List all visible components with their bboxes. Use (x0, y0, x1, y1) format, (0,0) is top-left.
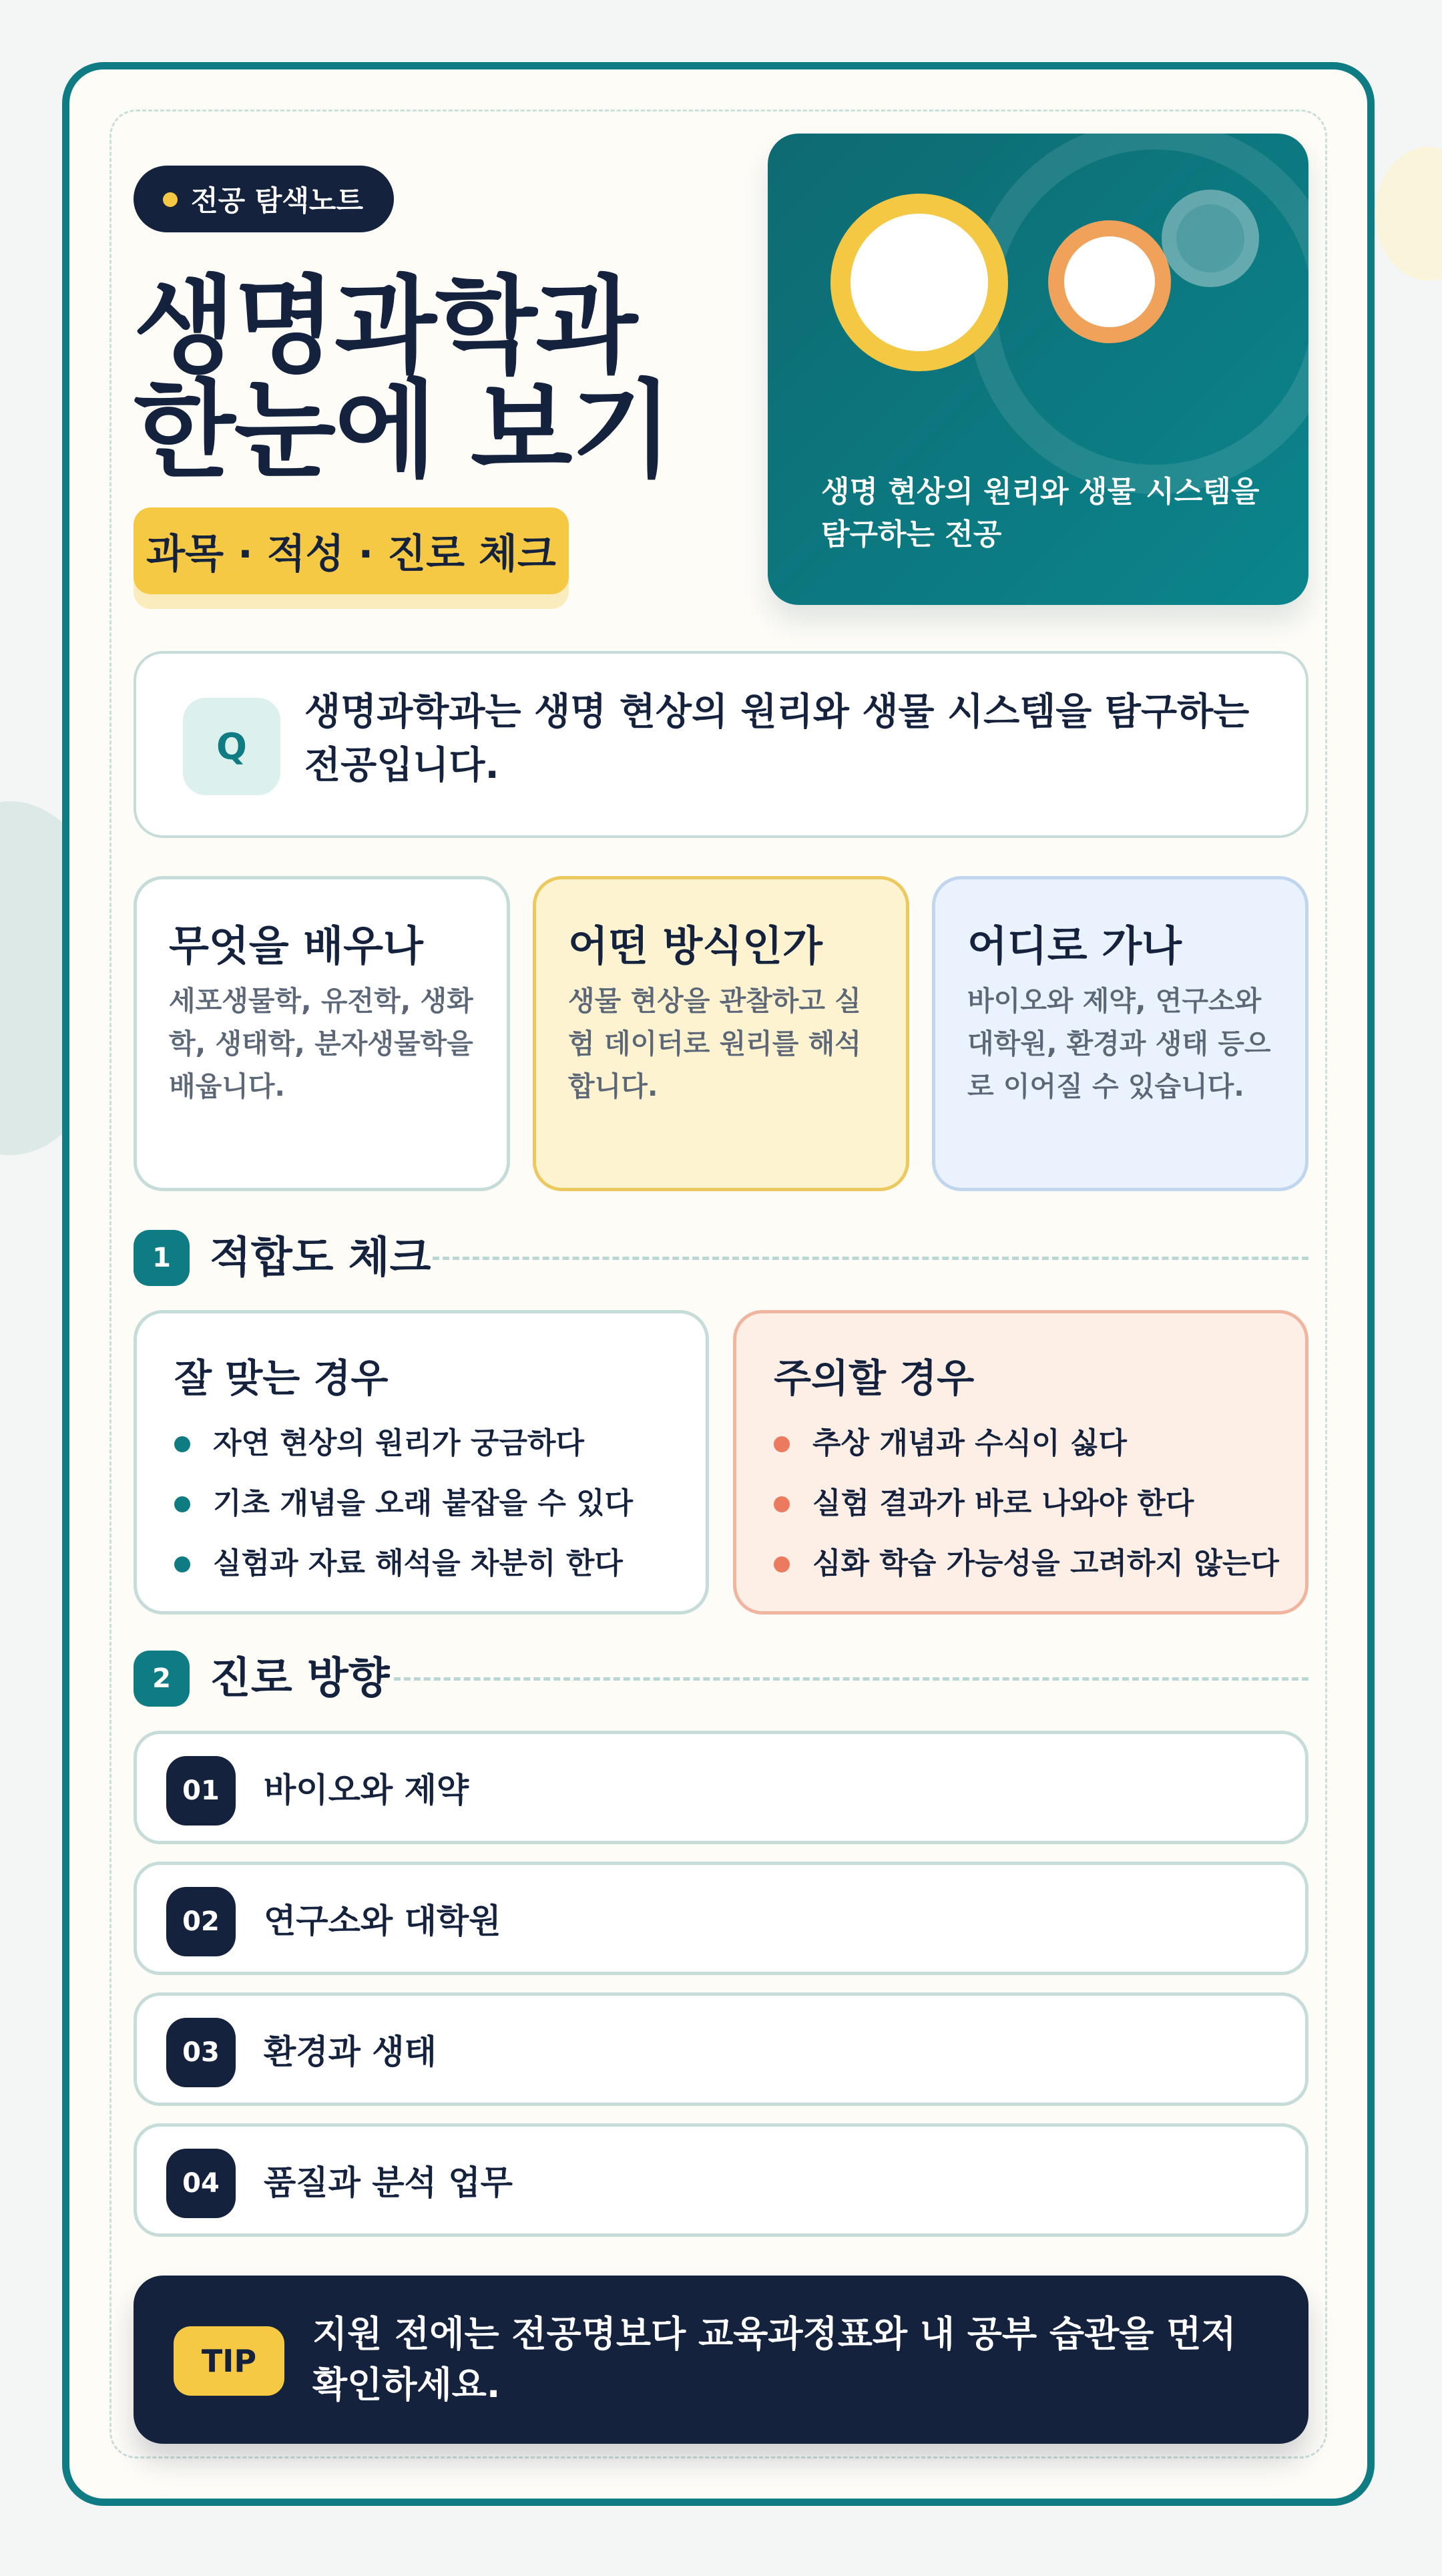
question-icon: Q (183, 698, 280, 795)
page-title-line2: 한눈에 보기 (134, 369, 672, 492)
info-card-how (533, 876, 909, 1191)
coral-bullet-icon (774, 1436, 790, 1452)
list-item: 자연 현상의 원리가 궁금하다 (174, 1414, 633, 1474)
list-item: 추상 개념과 수식이 싫다 (774, 1414, 1279, 1474)
info-card-title: 어디로 가나 (967, 921, 1182, 970)
info-card-title: 무엇을 배우나 (169, 921, 423, 970)
career-item (134, 1731, 1308, 1844)
career-label: 환경과 생태 (264, 2032, 437, 2071)
fit-card-title: 잘 맞는 경우 (174, 1355, 389, 1401)
subtitle-pill: 과목 · 적성 · 진로 체크 (134, 507, 569, 594)
tip-text: 지원 전에는 전공명보다 교육과정표와 내 공부 습관을 먼저 확인하세요. (312, 2313, 1236, 2406)
fit-card-title: 주의할 경우 (774, 1355, 975, 1401)
list-item: 실험 결과가 바로 나와야 한다 (774, 1474, 1279, 1534)
orange-circle-icon (1048, 220, 1171, 343)
hero-text: 생명 현상의 원리와 생물 시스템을 탐구하는 전공 (821, 475, 1260, 552)
career-label: 바이오와 제약 (264, 1771, 469, 1809)
career-label: 품질과 분석 업무 (264, 2163, 513, 2202)
info-card-what (134, 876, 510, 1191)
section-number-badge: 2 (134, 1651, 190, 1707)
info-card-body: 세포생물학, 유전학, 생화학, 생태학, 분자생물학을 배웁니다. (169, 985, 473, 1102)
career-number-badge: 01 (166, 1756, 236, 1826)
note-badge (134, 166, 394, 232)
list-item: 실험과 자료 해석을 차분히 한다 (174, 1534, 633, 1594)
list-item: 심화 학습 가능성을 고려하지 않는다 (774, 1534, 1279, 1594)
coral-bullet-icon (774, 1556, 790, 1572)
question-text: 생명과학과는 생명 현상의 원리와 생물 시스템을 탐구하는 전공입니다. (304, 690, 1250, 787)
fit-card-good (134, 1310, 709, 1615)
career-item (134, 1992, 1308, 2106)
teal-bullet-icon (174, 1556, 190, 1572)
section-number-badge: 1 (134, 1230, 190, 1286)
fit-card-caution (733, 1310, 1308, 1615)
fit-good-list (174, 1414, 633, 1594)
career-item (134, 1862, 1308, 1975)
fit-caution-list (774, 1414, 1279, 1594)
section-title-fit: 적합도 체크 (210, 1233, 431, 1283)
tip-badge: TIP (174, 2326, 284, 2396)
career-label: 연구소와 대학원 (264, 1902, 501, 1940)
info-card-where (932, 876, 1308, 1191)
career-item (134, 2123, 1308, 2237)
info-card-title: 어떤 방식인가 (568, 921, 822, 970)
teal-circle-icon (1162, 190, 1259, 287)
career-number-badge: 04 (166, 2149, 236, 2218)
section-divider (433, 1257, 1308, 1260)
tip-box (134, 2276, 1308, 2444)
section-divider (394, 1677, 1308, 1681)
coral-bullet-icon (774, 1496, 790, 1512)
career-number-badge: 03 (166, 2018, 236, 2087)
info-card-body: 생물 현상을 관찰하고 실험 데이터로 원리를 해석합니다. (568, 985, 861, 1102)
badge-dot-icon (163, 192, 178, 207)
section-title-career: 진로 방향 (210, 1654, 390, 1703)
teal-bullet-icon (174, 1436, 190, 1452)
info-card-body: 바이오와 제약, 연구소와 대학원, 환경과 생태 등으로 이어질 수 있습니다. (967, 985, 1271, 1102)
hero-panel (768, 134, 1308, 605)
teal-bullet-icon (174, 1496, 190, 1512)
question-box (134, 651, 1308, 838)
badge-label: 전공 탐색노트 (191, 184, 364, 217)
background-blob-right (1375, 147, 1442, 280)
career-number-badge: 02 (166, 1887, 236, 1956)
page-title-line1: 생명과학과 (134, 265, 637, 388)
list-item: 기초 개념을 오래 붙잡을 수 있다 (174, 1474, 633, 1534)
yellow-circle-icon (830, 194, 1008, 371)
